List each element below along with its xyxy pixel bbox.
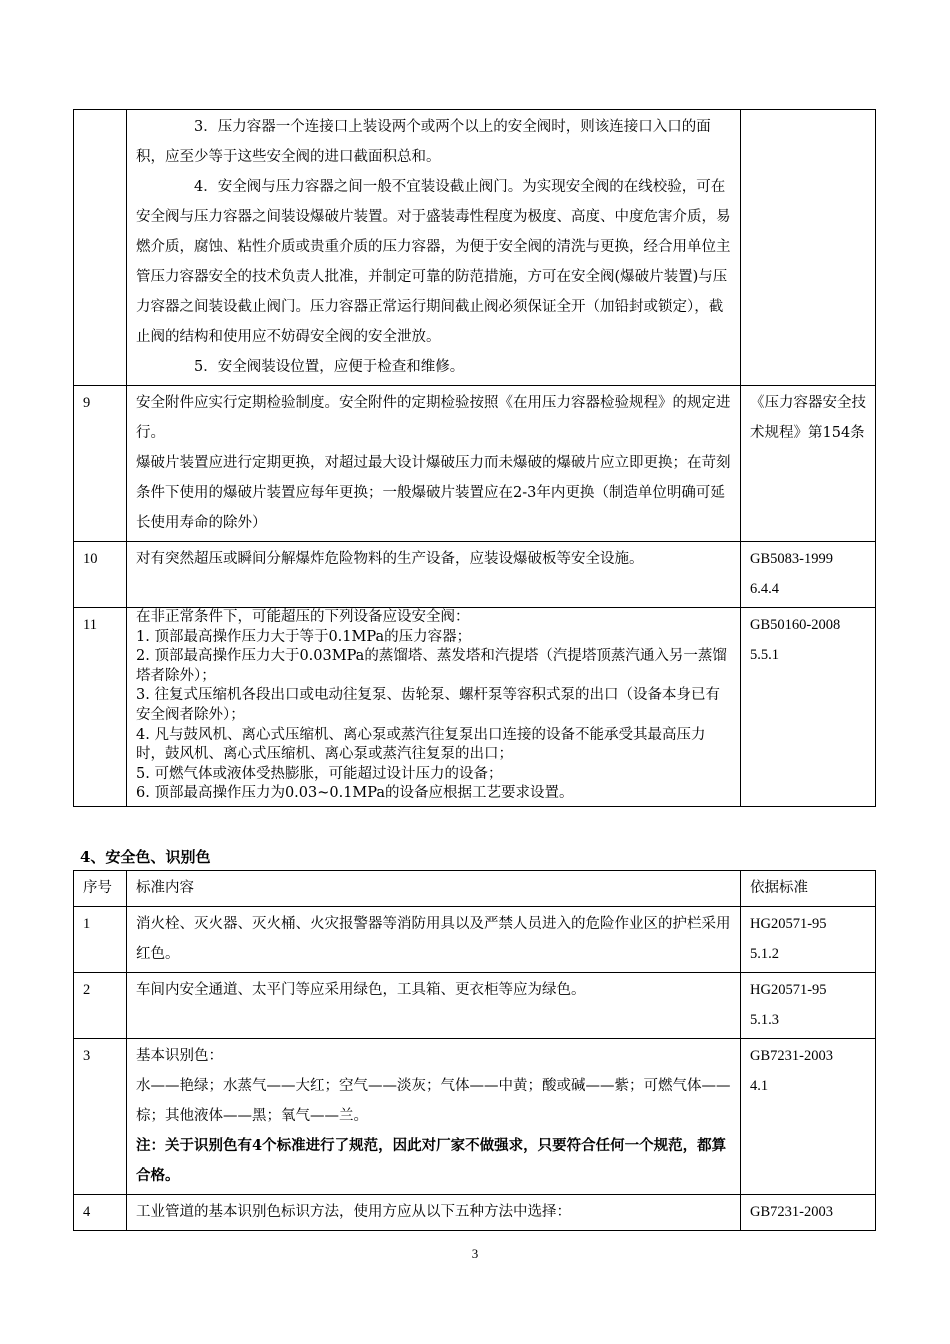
standard-code: GB7231-2003 — [750, 1048, 833, 1064]
row-number: 10 — [74, 542, 127, 608]
row-number — [74, 110, 127, 386]
list-item: 4. 凡与鼓风机、离心式压缩机、离心泵或蒸汽往复泵出口连接的设备不能承受其最高压力时，鼓风机、离心式压缩机、离心泵或蒸汽往复泵的出口； — [136, 726, 706, 763]
paragraph: 在非正常条件下，可能超压的下列设备应设安全阀： — [136, 609, 470, 625]
standard-code: GB5083-1999 — [750, 551, 833, 567]
table-row — [74, 1195, 876, 1231]
row-content — [127, 907, 741, 973]
table-row — [74, 386, 876, 542]
section-heading: 4、安全色、识别色 — [80, 848, 211, 866]
column-header-reference: 依据标准 — [741, 871, 876, 907]
paragraph: 基本识别色： — [136, 1048, 223, 1064]
clause-number: 5.5.1 — [750, 647, 779, 663]
row-content — [127, 542, 741, 608]
row-reference — [741, 608, 876, 807]
row-number: 11 — [74, 608, 127, 807]
row-content — [127, 386, 741, 542]
row-reference — [741, 1195, 876, 1231]
table-row — [74, 973, 876, 1039]
row-reference — [741, 973, 876, 1039]
row-number: 3 — [74, 1039, 127, 1195]
paragraph: 5．安全阀装设位置，应便于检查和维修。 — [194, 359, 465, 375]
standard-code: GB50160-2008 — [750, 617, 841, 633]
table-header-row — [74, 871, 876, 907]
list-item: 3. 往复式压缩机各段出口或电动往复泵、齿轮泵、螺杆泵等容积式泵的出口（设备本身已有安全阀者除外）； — [136, 687, 720, 723]
row-number: 9 — [74, 386, 127, 542]
table-row — [74, 542, 876, 608]
clause-number: 5.1.3 — [750, 1012, 779, 1028]
standard-code: HG20571-95 — [750, 916, 827, 932]
row-number: 1 — [74, 907, 127, 973]
row-reference — [741, 110, 876, 386]
note: 注：关于识别色有4个标准进行了规范，因此对厂家不做强求，只要符合任何一个规范，都算合格。 — [136, 1137, 727, 1184]
list-item: 1. 顶部最高操作压力大于等于0.1MPa的压力容器； — [136, 628, 472, 645]
column-header-content: 标准内容 — [127, 871, 741, 907]
page-number: 3 — [471, 1246, 479, 1261]
column-header-number: 序号 — [74, 871, 127, 907]
table-row — [74, 907, 876, 973]
paragraph: 工业管道的基本识别色标识方法，使用方应从以下五种方法中选择： — [136, 1204, 571, 1220]
row-content — [127, 110, 741, 386]
list-item: 6. 顶部最高操作压力为0.03~0.1MPa的设备应根据工艺要求设置。 — [136, 785, 574, 802]
standard-code: HG20571-95 — [750, 982, 827, 998]
list-item: 2. 顶部最高操作压力大于0.03MPa的蒸馏塔、蒸发塔和汽提塔（汽提塔顶蒸汽通入另一蒸馏塔者除外）； — [136, 648, 727, 684]
paragraph: 3．压力容器一个连接口上装设两个或两个以上的安全阀时，则该连接口入口的面积，应至少等于这些安全阀的进口截面积总和。 — [136, 119, 711, 165]
table-row — [74, 110, 876, 386]
paragraph: 爆破片装置应进行定期更换，对超过最大设计爆破压力而未爆破的爆破片应立即更换；在苛刻条件下使用的爆破片装置应每年更换；一般爆破片装置应在2-3年内更换（制造单位明确可延长使用寿命的除外） — [136, 455, 731, 531]
safety-color-table — [73, 870, 876, 1231]
row-reference — [741, 1039, 876, 1195]
paragraph: 车间内安全通道、太平门等应采用绿色，工具箱、更衣柜等应为绿色。 — [136, 982, 586, 998]
clause-number: 6.4.4 — [750, 581, 779, 597]
paragraph: 消火栓、灭火器、灭火桶、火灾报警器等消防用具以及严禁人员进入的危险作业区的护栏采用红色。 — [136, 916, 731, 962]
row-number: 4 — [74, 1195, 127, 1231]
list-item: 5. 可燃气体或液体受热膨胀，可能超过设计压力的设备； — [136, 765, 503, 782]
table-row — [74, 608, 876, 807]
paragraph: 对有突然超压或瞬间分解爆炸危险物料的生产设备，应装设爆破板等安全设施。 — [136, 551, 644, 567]
paragraph: 水——艳绿；水蒸气——大红；空气——淡灰；气体——中黄；酸或碱——紫；可燃气体——棕；其他液体——黑；氧气——兰。 — [136, 1078, 731, 1124]
standard-code: GB7231-2003 — [750, 1204, 833, 1220]
clause-number: 4.1 — [750, 1078, 769, 1094]
row-reference: 《压力容器安全技术规程》第154条 — [741, 386, 876, 542]
clause-number: 5.1.2 — [750, 946, 779, 962]
row-reference — [741, 907, 876, 973]
row-content — [127, 1039, 741, 1195]
row-reference — [741, 542, 876, 608]
row-content — [127, 608, 741, 807]
paragraph: 4．安全阀与压力容器之间一般不宜装设截止阀门。为实现安全阀的在线校验，可在安全阀与压力容器之间装设爆破片装置。对于盛装毒性程度为极度、高度、中度危害介质，易燃介质，腐蚀、粘性介质或贵重介质的压力容器，为便于安全阀的清洗与更换，经合用单位主管压力容器安全的技术负责人批准，并制定可靠的防范措施，方可在安全阀(爆破片装置)与压力容器之间装设截止阀门。压力容器正常运行期间截止阀必须保证全开（加铅封或锁定），截止阀的结构和使用应不妨碍安全阀的安全泄放。 — [136, 179, 731, 345]
paragraph: 安全附件应实行定期检验制度。安全附件的定期检验按照《在用压力容器检验规程》的规定进行。 — [136, 395, 731, 441]
row-content — [127, 1195, 741, 1231]
table-row — [74, 1039, 876, 1195]
safety-valve-table — [73, 109, 876, 807]
row-number: 2 — [74, 973, 127, 1039]
row-content — [127, 973, 741, 1039]
